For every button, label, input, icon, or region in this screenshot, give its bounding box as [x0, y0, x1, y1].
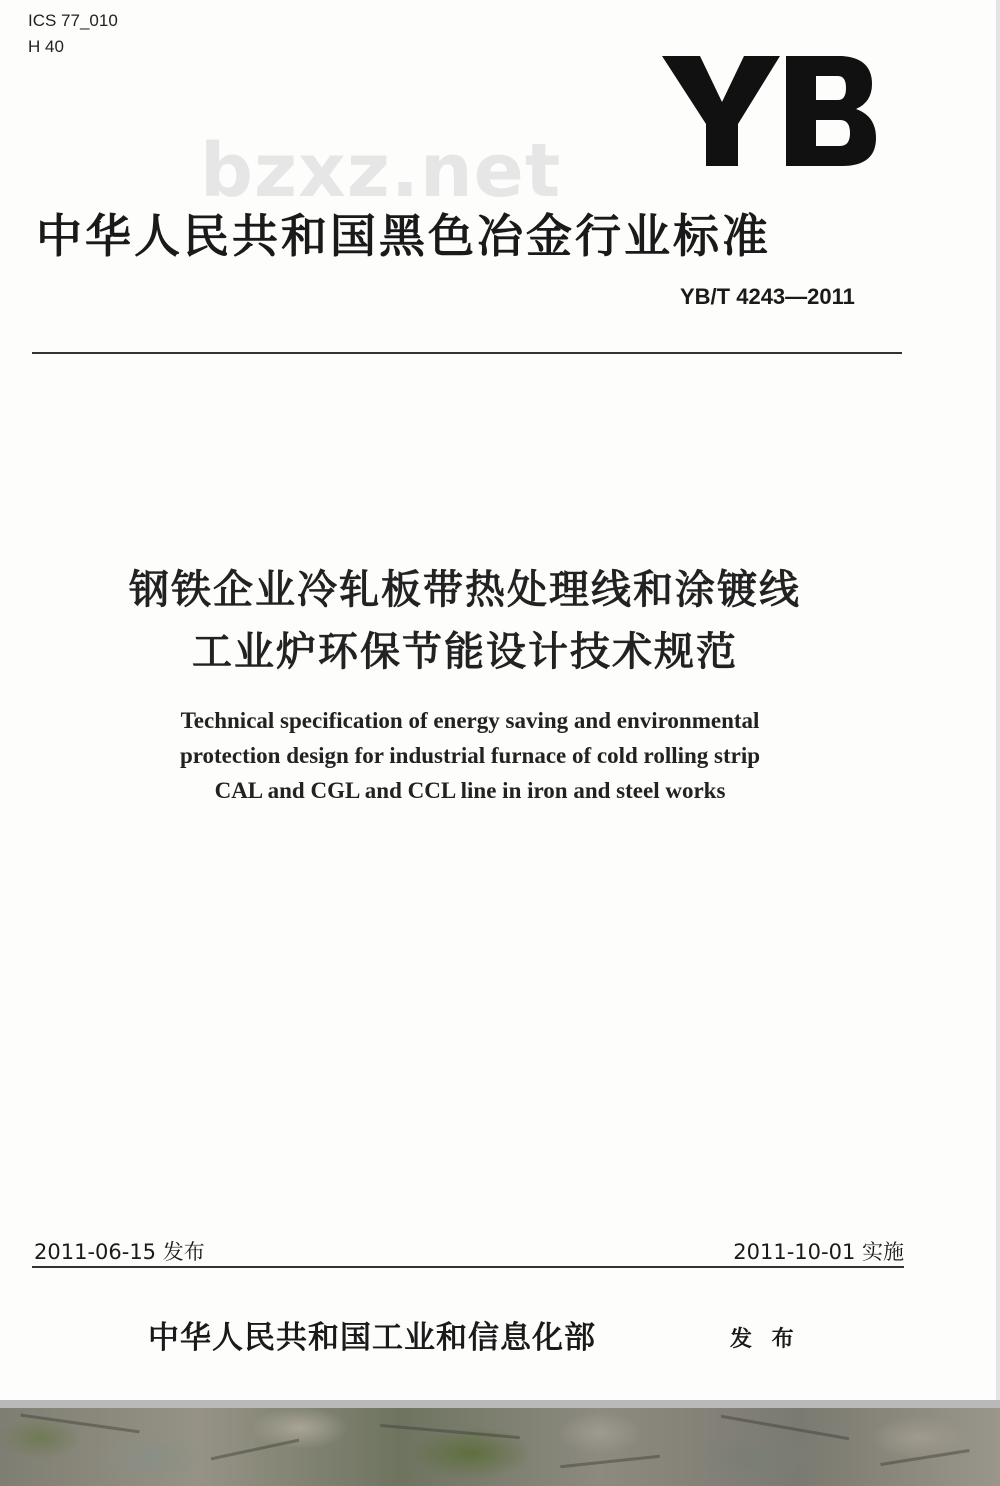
- issue-date: 2011-06-15 发布: [34, 1240, 205, 1264]
- publish-action: 发 布: [730, 1327, 800, 1352]
- classification-codes: [28, 8, 118, 60]
- org-title: 中华人民共和国黑色冶金行业标准: [36, 209, 771, 263]
- texture-streak: [721, 1415, 850, 1441]
- header-divider: [32, 352, 902, 354]
- texture-streak: [211, 1439, 300, 1461]
- footer-divider: [32, 1266, 904, 1268]
- publisher-name: 中华人民共和国工业和信息化部: [148, 1320, 596, 1356]
- title-en: [0, 703, 940, 808]
- category-code: H 40: [28, 37, 64, 56]
- next-page-image: [0, 1408, 1000, 1486]
- page-separator: [0, 1400, 1000, 1408]
- implementation-date: 2011-10-01 实施: [733, 1240, 904, 1264]
- texture-streak: [560, 1455, 660, 1468]
- title-en-line-3: CAL and CGL and CCL line in iron and steel works: [214, 778, 726, 803]
- standard-number: YB/T 4243—2011: [680, 284, 855, 309]
- watermark: bzxz.net: [200, 128, 562, 214]
- yb-logo: [662, 54, 877, 172]
- texture-streak: [380, 1424, 520, 1439]
- page-edge: [996, 0, 1000, 1400]
- ics-code: ICS 77_010: [28, 11, 118, 30]
- texture-streak: [880, 1449, 969, 1466]
- title-en-line-2: protection design for industrial furnace of cold rolling strip: [179, 743, 761, 768]
- title-cn-line-1: 钢铁企业冷轧板带热处理线和涂镀线: [129, 567, 801, 613]
- title-cn-line-2: 工业炉环保节能设计技术规范: [192, 629, 738, 675]
- title-en-line-1: Technical specification of energy saving and environmental: [180, 708, 760, 733]
- texture-streak: [20, 1414, 139, 1434]
